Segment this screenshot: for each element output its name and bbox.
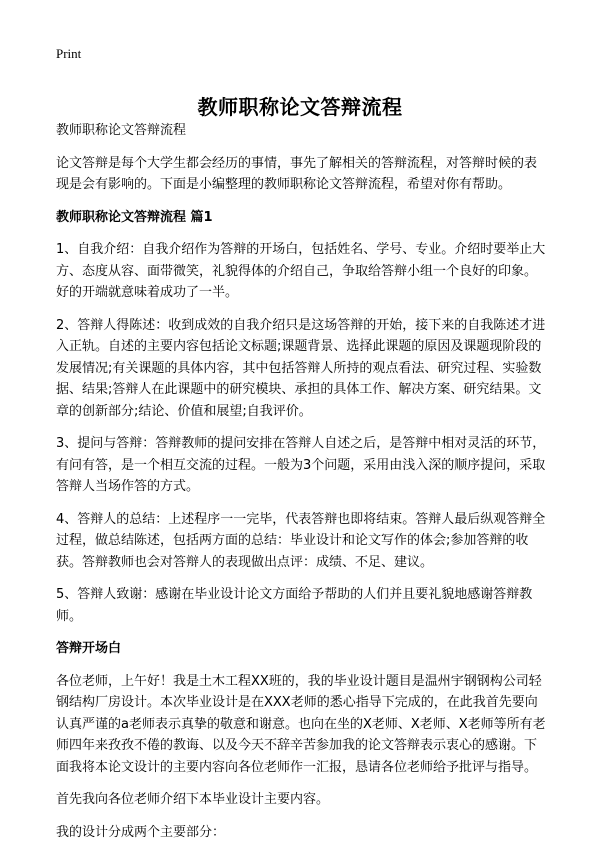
page-title: 教师职称论文答辩流程 bbox=[197, 95, 403, 120]
section-heading-part1: 教师职称论文答辩流程 篇1 bbox=[56, 209, 213, 225]
article-subtitle: 教师职称论文答辩流程 bbox=[56, 123, 187, 138]
step-self-introduction: 1、自我介绍：自我介绍作为答辩的开场白，包括姓名、学号、专业。介绍时要举止大方、态度从容、面带微笑，礼貌得体的介绍自己，争取给答辩小组一个良好的印象。好的开端就意味着成功了一半。 bbox=[56, 242, 546, 300]
step-summary: 4、答辩人的总结：上述程序一一完毕，代表答辩也即将结束。答辩人最后纵观答辩全过程，做总结陈述，包括两方面的总结：毕业设计和论文写作的体会;参加答辩的收获。答辩教师也会对答辩人的表现做出点评：成绩、不足、建议。 bbox=[56, 511, 546, 570]
section-heading-opening: 答辩开场白 bbox=[56, 641, 122, 656]
step-statement: 2、答辩人得陈述：收到成效的自我介绍只是这场答辩的开始，接下来的自我陈述才进入正轨。自述的主要内容包括论文标题;课题背景、选择此课题的原因及课题现阶段的发展情况;有关课题的具体内容，其中包括答辩人所持的观点看法、研究过程、实验数据、结果;答辩人在此课题中的研究模块、承担的具体工作、解决方案、研究结果。文章的创新部分;结论、价值和展望;自我评价。 bbox=[56, 317, 546, 419]
design-parts-paragraph: 我的设计分成两个主要部分： bbox=[56, 824, 226, 840]
print-link[interactable]: Print bbox=[56, 46, 82, 61]
step-questions: 3、提问与答辩：答辩教师的提问安排在答辩人自述之后，是答辩中相对灵活的环节，有问有答，是一个相互交流的过程。一般为3个问题，采用由浅入深的顺序提问，采取答辩人当场作答的方式。 bbox=[56, 436, 546, 494]
design-intro-paragraph: 首先我向各位老师介绍下本毕业设计主要内容。 bbox=[56, 792, 330, 807]
step-thanks: 5、答辩人致谢：感谢在毕业设计论文方面给予帮助的人们并且要礼貌地感谢答辩教师。 bbox=[56, 587, 533, 624]
article-body bbox=[56, 120, 548, 854]
opening-paragraph: 各位老师，上午好！我是土木工程XX班的，我的毕业设计题目是温州宇钢钢构公司轻钢结构厂房设计。本次毕业设计是在XXX老师的悉心指导下完成的，在此我首先要向认真严谨的a老师表示真挚的敬意和谢意。也向在坐的X老师、X老师、X老师等所有老师四年来孜孜不倦的教诲、以及今天不辞辛苦参加我的论文答辩表示衷心的感谢。下面我将本论文设计的主要内容向各位老师作一汇报，恳请各位老师给予批评与指导。 bbox=[56, 673, 546, 775]
intro-paragraph: 论文答辩是每个大学生都会经历的事情，事先了解相关的答辩流程，对答辩时候的表现是会有影响的。下面是小编整理的教师职称论文答辩流程，希望对你有帮助。 bbox=[56, 155, 538, 192]
